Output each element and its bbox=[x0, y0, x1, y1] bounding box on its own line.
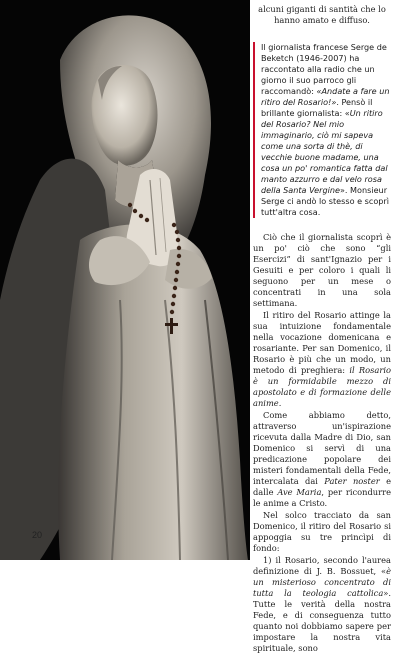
box-quote-italic: Un ritiro del Rosario? Nel mio immaginario, ciò mi sapeva come una sorta di thè, di vecchie buone madame, una cosa un po' romantica fatta dal manto azzurro e dal velo rosa della Santa Vergine bbox=[261, 108, 388, 195]
body-paragraph-3: Come abbiamo detto, attraverso un'ispirazione ricevuta dalla Madre di Dio, san Domenico si servì di una predicazione popolare dei misteri fondamentali della Fede, intercalata dai Pater noster e dalle Ave Maria, per ricondurre le anime a Cristo. bbox=[253, 410, 391, 508]
body-paragraph-4: Nel solco tracciato da san Domenico, il ritiro del Rosario si appoggia su tre princìpi di fondo: bbox=[253, 510, 391, 553]
body-paragraph-5: 1) il Rosario, secondo l'aurea definizione di J. B. Bossuet, «è un misterioso concentrato di tutta la teologia cattolica». Tutte le verità della nostra Fede, e di conseguenza tutto quanto noi dobbiamo sapere per impostare la nostra vita spirituale, sono bbox=[253, 555, 391, 653]
article-text-column bbox=[253, 4, 391, 653]
body-paragraph-2: Il ritiro del Rosario attinge la sua intuizione fondamentale nella vocazione domenicana e rosariante. Per san Domenico, il Rosario è più che un modo, un metodo di preghiera: il Rosario è un formidabile mezzo di apostolato e di formazione delle anime. bbox=[253, 310, 391, 408]
box-text: Il giornalista francese Serge de Beketch (1946-2007) ha raccontato alla radio che un giorno il suo parroco gli raccomandò: bbox=[261, 42, 387, 96]
box-text: ». Monsieur Serge ci andò lo stesso e scoprì tutt'altra cosa. bbox=[261, 185, 390, 217]
body-paragraph-1: Ciò che il giornalista scoprì è un po' ciò che sono “gli Esercizi” di sant'Ignazio per i Gesuiti e per coloro i quali li seguono per un mese o concentrati in una sola settimana. bbox=[253, 232, 391, 308]
page-number: 20 bbox=[32, 530, 43, 540]
intro-paragraph: alcuni giganti di santità che lo hanno amato e diffuso. bbox=[258, 4, 386, 25]
box-text: . Pensò il brillante giornalista: « bbox=[261, 97, 373, 118]
highlight-box bbox=[253, 42, 391, 218]
box-text-italic: «Andate a fare un ritiro del Rosario!» bbox=[261, 86, 390, 107]
